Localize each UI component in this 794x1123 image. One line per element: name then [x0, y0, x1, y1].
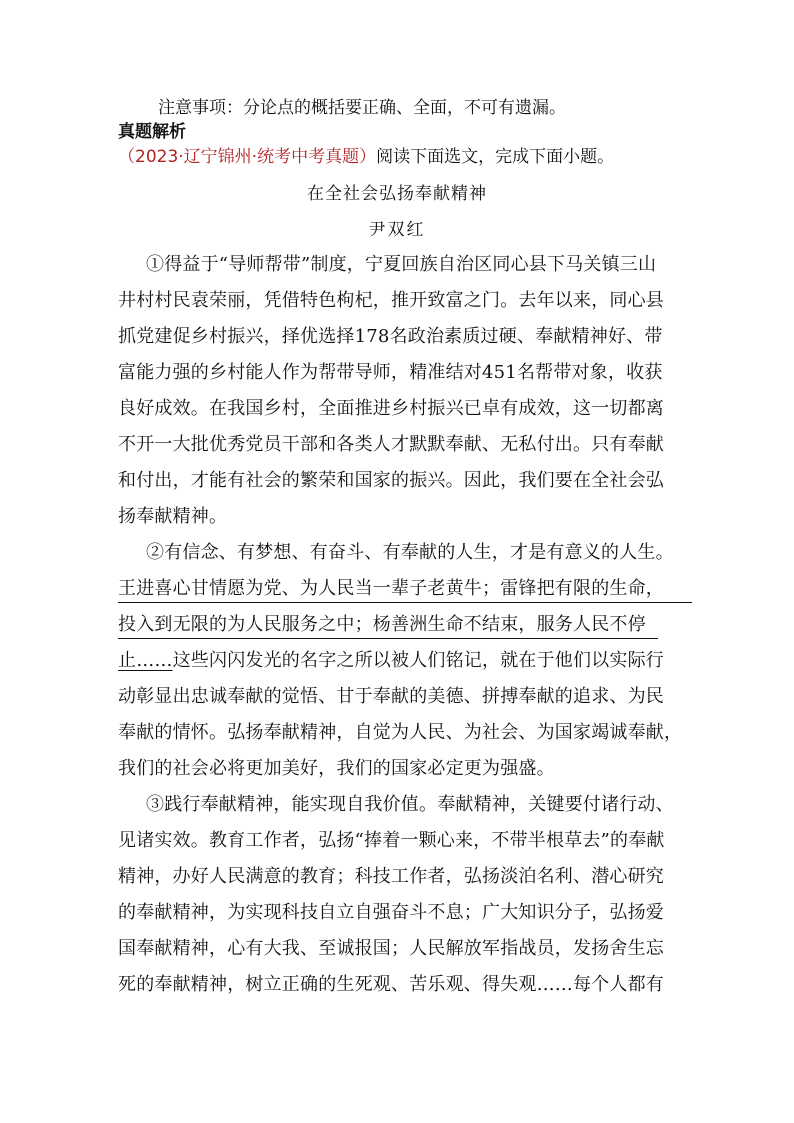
paragraph-2-line: 动彰显出忠诚奉献的觉悟、甘于奉献的美德、拼搏奉献的追求、为民: [118, 686, 664, 707]
underline-rule: [118, 638, 658, 639]
underlined-ellipsis: 止……: [118, 650, 173, 671]
paragraph-2-line: ②有信念、有梦想、有奋斗、有奉献的人生，才是有意义的人生。: [146, 542, 674, 563]
paragraph-1-line: ①得益于“导师帮带”制度，宁夏回族自治区同心县下马关镇三山: [146, 254, 657, 275]
paragraph-2-line-underlined: 王进喜心甘情愿为党、为人民当一辈子老黄牛；雷锋把有限的生命，: [118, 578, 664, 599]
paragraph-1-line: 不开一大批优秀党员干部和各类人才默默奉献、无私付出。只有奉献: [118, 434, 664, 455]
article-author: 尹双红: [368, 220, 426, 240]
paragraph-3-line: 见诸实效。教育工作者，弘扬“捧着一颗心来，不带半根草去”的奉献: [118, 830, 665, 851]
paragraph-3-line: 的奉献精神，为实现科技自立自强奋斗不息；广大知识分子，弘扬爱: [118, 902, 664, 923]
paragraph-1-line: 富能力强的乡村能人作为帮带导师，精准结对451名帮带对象，收获: [118, 362, 663, 383]
paragraph-1-line: 和付出，才能有社会的繁荣和国家的振兴。因此，我们要在全社会弘: [118, 470, 664, 491]
paragraph-3-line: ③践行奉献精神，能实现自我价值。奉献精神，关键要付诸行动、: [146, 794, 674, 815]
paragraph-1-line: 抓党建促乡村振兴，择优选择178名政治素质过硬、奉献精神好、带: [118, 326, 663, 347]
underline-rule: [118, 602, 692, 603]
paragraph-2-line: 我们的社会必将更加美好，我们的国家必定更为强盛。: [118, 758, 555, 779]
question-prompt: 阅读下面选文，完成下面小题。: [376, 147, 615, 167]
paragraph-3-line: 死的奉献精神，树立正确的生死观、苦乐观、得失观……每个人都有: [118, 974, 664, 995]
question-source: （2023·辽宁锦州·统考中考真题）: [118, 147, 377, 167]
paragraph-2-line-underlined: 投入到无限的为人民服务之中；杨善洲生命不结束，服务人民不停: [118, 614, 646, 635]
paragraph-3-line: 精神，办好人民满意的教育；科技工作者，弘扬淡泊名利、潜心研究: [118, 866, 664, 887]
paragraph-2-line: 止……这些闪闪发光的名字之所以被人们铭记，就在于他们以实际行: [118, 650, 665, 671]
paragraph-1-line: 良好成效。在我国乡村，全面推进乡村振兴已卓有成效，这一切都离: [118, 398, 664, 419]
note-text: 注意事项：分论点的概括要正确、全面，不可有遗漏。: [158, 98, 566, 118]
section-title: 真题解析: [118, 122, 186, 142]
paragraph-2-line: 奉献的情怀。弘扬奉献精神，自觉为人民、为社会、为国家竭诚奉献，: [118, 722, 683, 743]
paragraph-1-line: 井村村民袁荣丽，凭借特色枸杞，推开致富之门。去年以来，同心县: [118, 290, 664, 311]
paragraph-1-line: 扬奉献精神。: [118, 506, 228, 527]
question-line: [118, 145, 614, 169]
paragraph-3-line: 国奉献精神，心有大我、至诚报国；人民解放军指战员，发扬舍生忘: [118, 938, 664, 959]
article-title: 在全社会弘扬奉献精神: [307, 184, 487, 204]
